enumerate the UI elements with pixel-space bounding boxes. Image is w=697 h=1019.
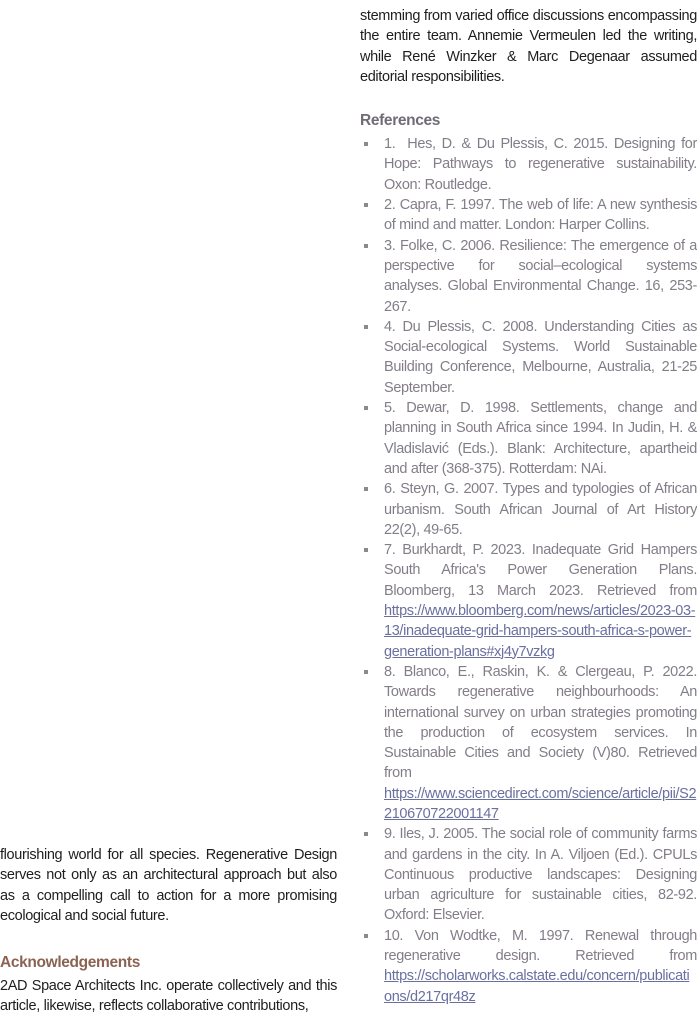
reference-text: 2. Capra, F. 1997. The web of life: A new synthesis of mind and matter. London: Harper Collins. xyxy=(384,197,697,234)
right-column xyxy=(360,6,697,1007)
reference-text: 7. Burkhardt, P. 2023. Inadequate Grid Hampers South Africa's Power Generation Plans. Bloomberg, 13 March 2023. Retrieved from https://www.bloomberg.com/news/articles/2023-03-13/inadequate-grid-hampers-south-africa-s-power-generation-plans#xj4y7vzkg xyxy=(384,542,697,660)
acknowledgements-heading: Acknowledgements xyxy=(0,954,140,972)
reference-text: 9. Iles, J. 2005. The social role of community farms and gardens in the city. In A. Viljoen (Ed.). CPULs Continuous productive landscapes: Designing urban agriculture for sustainable cities, 82-92. Oxford: Elsevier. xyxy=(384,826,697,924)
bullet-icon xyxy=(364,325,368,329)
bullet-icon xyxy=(364,406,368,410)
reference-item xyxy=(360,662,697,824)
bullet-icon xyxy=(364,203,368,207)
reference-link[interactable]: https://scholarworks.calstate.edu/concern/publications/d217qr48z xyxy=(384,968,690,1005)
reference-text: 3. Folke, C. 2006. Resilience: The emergence of a perspective for social–ecological systems analyses. Global Environmental Change. 16, 253-267. xyxy=(384,237,697,315)
reference-item xyxy=(360,398,697,479)
reference-item xyxy=(360,824,697,925)
references-list xyxy=(360,134,697,1007)
closing-paragraph: flourishing world for all species. Regenerative Design serves not only as an architectural approach but also as a compelling call to action for a more promising ecological and social future. xyxy=(0,847,337,924)
continuation-paragraph: stemming from varied office discussions encompassing the entire team. Annemie Vermeulen led the writing, while René Winzker & Marc Degenaar assumed editorial responsibilities. xyxy=(360,8,697,85)
bullet-icon xyxy=(364,142,368,146)
acknowledgements-paragraph: 2AD Space Architects Inc. operate collectively and this article, likewise, reflects collaborative contributions, xyxy=(0,978,337,1015)
bullet-icon xyxy=(364,548,368,552)
reference-text: 8. Blanco, E., Raskin, K. & Clergeau, P. 2022. Towards regenerative neighbourhoods: An international survey on urban strategies promoting the production of ecosystem services. In Sustainable Cities and Society (V)80. Retrieved from https://www.sciencedirect.com/science/article/pii/S2210670722001147 xyxy=(384,663,697,822)
reference-text: 6. Steyn, G. 2007. Types and typologies of African urbanism. South African Journal of Art History 22(2), 49-65. xyxy=(384,481,697,538)
references-heading: References xyxy=(360,112,441,130)
reference-item xyxy=(360,134,697,195)
bullet-icon xyxy=(364,244,368,248)
reference-link[interactable]: https://www.bloomberg.com/news/articles/2023-03-13/inadequate-grid-hampers-south-africa-s-power-generation-plans#xj4y7vzkg xyxy=(384,603,696,660)
reference-item xyxy=(360,926,697,1007)
reference-text: 10. Von Wodtke, M. 1997. Renewal through regenerative design. Retrieved from https://scholarworks.calstate.edu/concern/publications/d217qr48z xyxy=(384,927,697,1005)
reference-item xyxy=(360,195,697,236)
bullet-icon xyxy=(364,487,368,491)
reference-item xyxy=(360,540,697,662)
reference-text: 4. Du Plessis, C. 2008. Understanding Cities as Social-ecological Systems. World Sustainable Building Conference, Melbourne, Australia, 21-25 September. xyxy=(384,318,697,396)
reference-item xyxy=(360,236,697,317)
left-column xyxy=(0,845,337,1017)
bullet-icon xyxy=(364,670,368,674)
bullet-icon xyxy=(364,832,368,836)
reference-text: 1. Hes, D. & Du Plessis, C. 2015. Designing for Hope: Pathways to regenerative sustainability. Oxon: Routledge. xyxy=(384,136,697,193)
reference-text: 5. Dewar, D. 1998. Settlements, change and planning in South Africa since 1994. In Judin, H. & Vladislavić (Eds.). Blank: Architecture, apartheid and after (368-375). Rotterdam: NAi. xyxy=(384,400,697,477)
reference-item xyxy=(360,317,697,398)
bullet-icon xyxy=(364,934,368,938)
reference-link[interactable]: https://www.sciencedirect.com/science/article/pii/S2210670722001147 xyxy=(384,785,697,822)
reference-item xyxy=(360,479,697,540)
